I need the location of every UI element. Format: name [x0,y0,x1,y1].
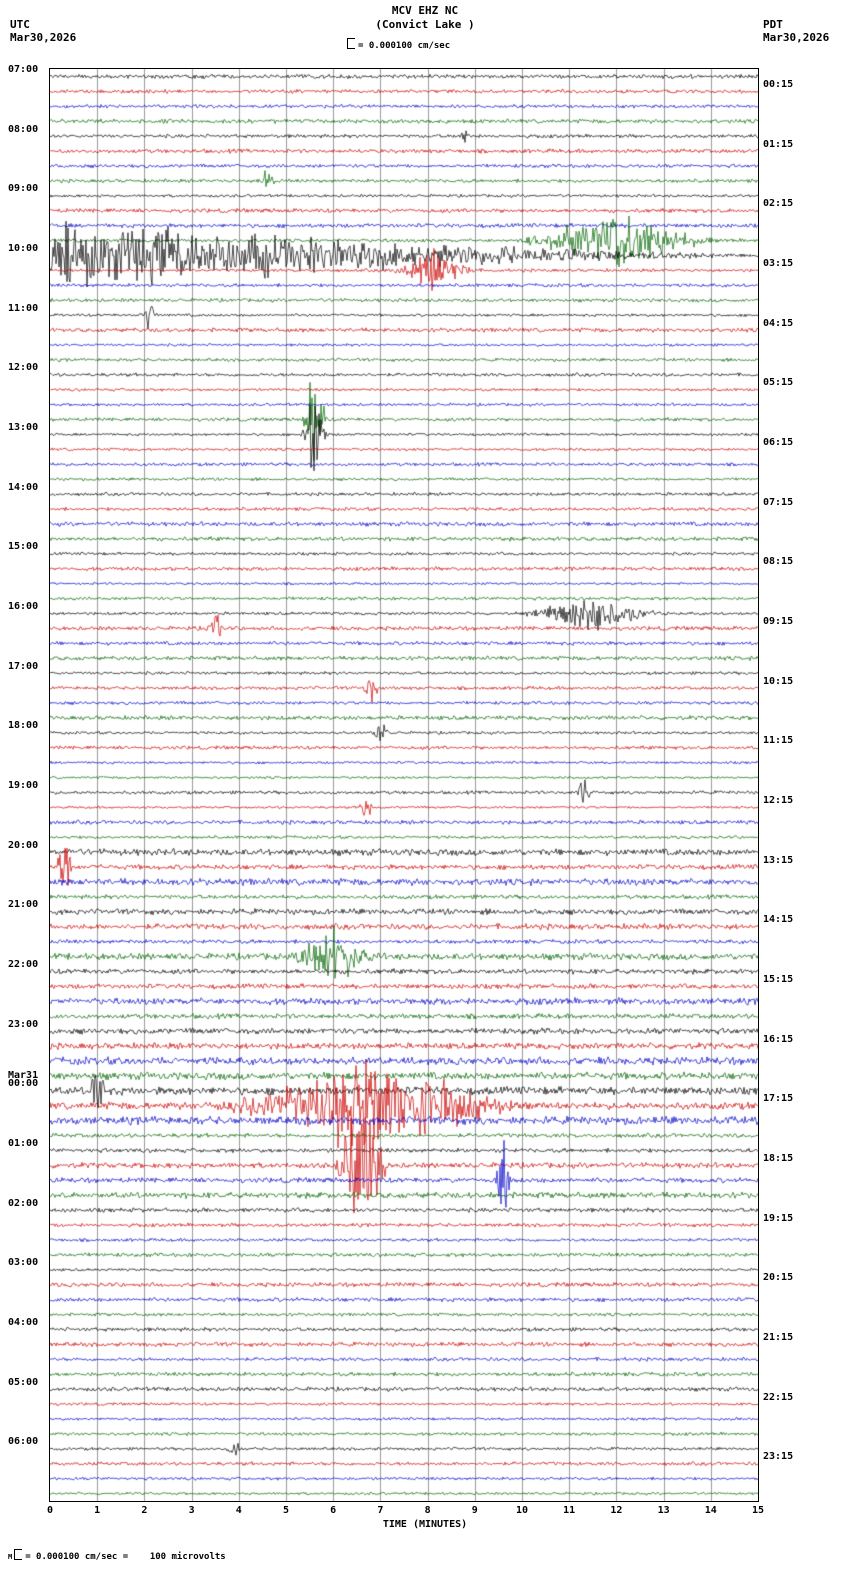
utc-zone-label: UTC [10,18,30,31]
footer-prefix: M [8,1553,13,1561]
pdt-header [763,18,829,44]
chart-title: MCV EHZ NC [391,4,459,17]
x-tick-label: 1 [94,1505,101,1516]
left-tick-label: 18:00 [8,720,39,732]
x-tick-label: 15 [751,1505,765,1516]
left-tick-label: 07:00 [8,64,39,75]
x-tick-label: 13 [657,1505,670,1516]
x-tick-label: 3 [188,1505,195,1516]
left-tick-label: 21:00 [8,899,39,911]
chart-subtitle: (Convict Lake ) [375,18,475,31]
right-tick-label: 12:15 [763,794,794,806]
left-tick-label: 23:00 [8,1018,39,1030]
left-tick-label: 03:00 [8,1257,39,1269]
x-tick-label: 9 [471,1505,478,1516]
right-tick-label: 07:15 [763,496,794,508]
right-tick-label: 14:15 [763,914,794,926]
x-tick-label: 2 [141,1505,148,1516]
pdt-date-label: Mar30,2026 [763,31,830,44]
right-tick-label: 18:15 [763,1152,794,1164]
scale-legend-text: = 0.000100 cm/sec [358,41,451,51]
x-tick-label: 11 [563,1505,576,1516]
x-tick-label: 8 [424,1505,431,1516]
left-tick-label: 05:00 [8,1376,39,1388]
right-tick-label: 22:15 [763,1391,794,1403]
right-tick-label: 21:15 [763,1331,794,1343]
utc-date-label: Mar30,2026 [10,31,77,44]
right-tick-label: 05:15 [763,377,794,389]
left-tick-label: 11:00 [8,302,39,314]
footer-scale [8,1549,226,1562]
x-axis-title: TIME (MINUTES) [382,1519,468,1530]
footer-text: = 0.000100 cm/sec = 100 microvolts [25,1552,226,1562]
left-tick-label: 12:00 [8,362,39,374]
utc-header [10,18,76,44]
right-tick-label: 03:15 [763,257,794,269]
left-tick-label: 14:00 [8,481,39,493]
right-tick-label: 13:15 [763,854,794,866]
left-tick-label: 02:00 [8,1197,39,1209]
x-tick-label: 7 [377,1505,384,1516]
right-tick-label: 23:15 [763,1451,794,1463]
right-tick-label: 15:15 [763,973,794,985]
right-tick-label: 16:15 [763,1033,794,1045]
right-tick-label: 02:15 [763,198,794,210]
right-tick-label: 04:15 [763,317,794,329]
left-tick-label: 04:00 [8,1317,39,1328]
right-tick-label: 11:15 [763,735,794,747]
left-tick-label: 01:00 [8,1138,39,1149]
x-tick-label: 10 [515,1505,529,1516]
left-tick-label: 06:00 [8,1436,39,1448]
scale-legend [347,38,450,51]
left-tick-label: 22:00 [8,959,39,970]
right-tick-label: 17:15 [763,1093,794,1105]
x-tick-label: 6 [330,1505,337,1516]
right-tick-label: 08:15 [763,556,794,568]
left-tick-label: 20:00 [8,839,39,851]
seismogram-canvas [50,69,758,1501]
right-tick-label: 01:15 [763,138,794,150]
x-tick-label: 0 [46,1505,54,1516]
right-tick-label: 20:15 [763,1272,794,1284]
seismogram-plot [49,68,759,1502]
left-tick-label: 17:00 [8,660,39,672]
x-axis-ticks [0,1505,850,1519]
left-tick-label: Mar31 [8,1070,39,1082]
x-tick-label: 14 [704,1505,717,1516]
right-tick-label: 10:15 [763,675,794,687]
footer-scale-bar-icon [14,1549,22,1560]
x-tick-label: 5 [282,1505,290,1516]
left-tick-label: 08:00 [8,123,39,135]
x-tick-label: 12 [610,1505,623,1516]
left-tick-label: 19:00 [8,780,39,791]
scale-bar-icon [347,38,355,49]
left-tick-label: 09:00 [8,183,39,195]
left-tick-label: 13:00 [8,422,39,433]
pdt-zone-label: PDT [763,18,783,31]
left-tick-label: 10:00 [8,243,39,254]
left-tick-label: 15:00 [8,541,39,553]
x-tick-label: 4 [235,1505,242,1516]
right-tick-label: 06:15 [763,436,794,448]
right-tick-label: 09:15 [763,615,794,627]
left-tick-label: 16:00 [8,601,39,612]
left-tick-label: 00:00 [8,1078,39,1090]
right-tick-label: 00:15 [763,78,794,90]
right-tick-label: 19:15 [763,1212,794,1224]
